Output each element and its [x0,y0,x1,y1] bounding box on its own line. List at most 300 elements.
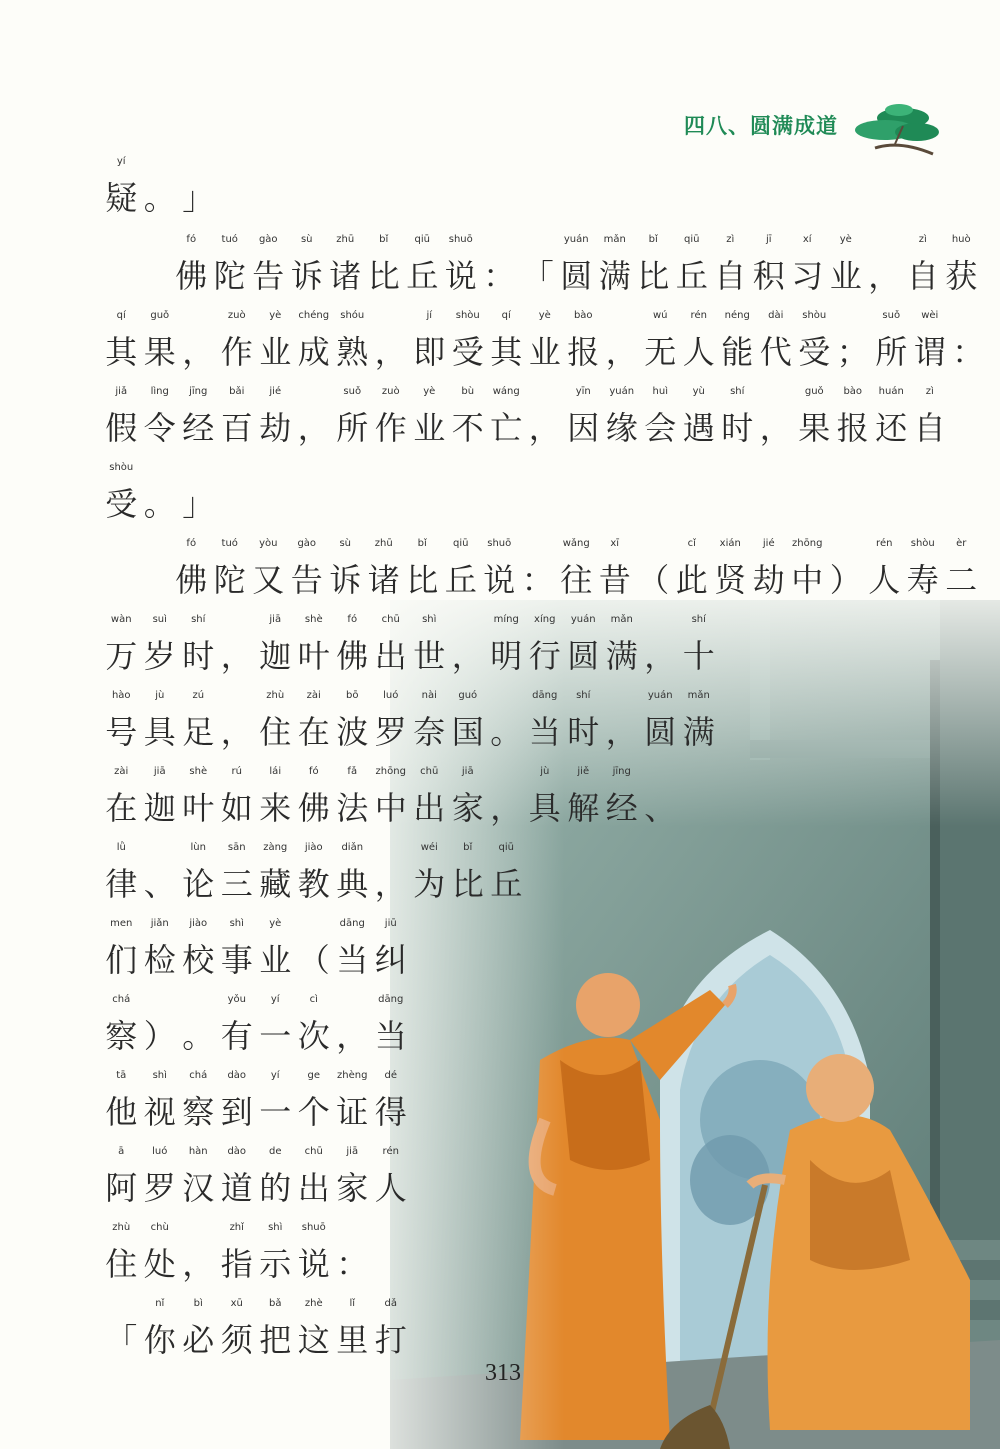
pinyin: jù [155,690,165,701]
pinyin: hào [111,690,131,701]
text-line [102,844,526,904]
hanzi-char: 丘 qiū [673,232,712,296]
pinyin: jié [762,538,775,549]
pinyin: ā [118,1146,125,1157]
pinyin: yǒu [227,994,246,1005]
hanzi-char: 住 zhù [256,688,295,752]
hanzi-char: 自 zì [711,232,750,296]
hanzi-char: 自 zì [904,232,943,296]
text-line [102,464,218,524]
pinyin: shì [422,614,437,625]
pinyin: èr [956,538,967,549]
pinyin: bì [193,1298,203,1309]
hanzi-char: 不 bù [449,384,488,448]
hanzi-char: 藏 zàng [256,840,295,904]
pinyin: xū [230,1298,243,1309]
text-line [102,312,988,372]
hanzi-char: 论 lùn [179,840,218,904]
pinyin: jiā [461,766,474,777]
hanzi-char: 果 guǒ [141,308,180,372]
hanzi-char: ， [182,1245,215,1283]
hanzi-char: 所 suǒ [333,384,372,448]
text-line [102,236,981,296]
hanzi-char: 比 bǐ [634,232,673,296]
hanzi-char: 获 huò [942,232,981,296]
hanzi-char: 号 hào [102,688,141,752]
pinyin: rén [382,1146,399,1157]
pinyin: bǐ [379,234,389,245]
pinyin: mǎn [610,614,633,625]
hanzi-char: 当 dāng [372,992,411,1056]
pinyin: jiǎn [150,918,169,929]
pinyin: gào [297,538,317,549]
pinyin: míng [493,614,519,625]
hanzi-char: 家 jiā [333,1144,372,1208]
hanzi-char: 个 ge [295,1068,334,1132]
text-line [102,996,410,1056]
pinyin: wéi [420,842,438,853]
pinyin: dāng [532,690,558,701]
pinyin: xíng [534,614,556,625]
hanzi-char: 把 bǎ [256,1296,295,1360]
hanzi-char: 积 jī [750,232,789,296]
pinyin: suǒ [343,386,362,397]
hanzi-char: 罗 luó [372,688,411,752]
page-number: 313 [485,1360,521,1386]
pinyin: fó [186,538,197,549]
hanzi-char: 来 lái [256,764,295,828]
hanzi-char: 国 guó [449,688,488,752]
hanzi-char: 出 chū [410,764,449,828]
pinyin: zú [192,690,205,701]
hanzi-char: 即 jí [410,308,449,372]
chapter-header: 四八、圆满成道 [684,114,838,138]
pinyin: lái [269,766,282,777]
pinyin: sù [300,234,313,245]
pinyin: nài [421,690,437,701]
hanzi-char: ： [952,333,985,371]
hanzi-char: ， [644,637,677,675]
pinyin: bǐ [417,538,427,549]
hanzi-char: 业 yè [526,308,565,372]
hanzi-char: 教 jiào [295,840,334,904]
hanzi-char: 岁 suì [141,612,180,676]
hanzi-char: 们 men [102,916,141,980]
hanzi-char: ， [297,409,330,447]
pinyin: chéng [298,310,330,321]
pine-tree-icon [855,96,945,162]
pinyin: shí [191,614,206,625]
hanzi-char: ， [490,789,523,827]
hanzi-char: 法 fǎ [333,764,372,828]
pinyin: zhǐ [229,1222,244,1233]
hanzi-char: 告 gào [288,536,327,600]
hanzi-char: 人 rén [865,536,904,600]
hanzi-char: 佛 fó [172,232,211,296]
pinyin: cì [309,994,318,1005]
pinyin: bō [346,690,359,701]
hanzi-char: 会 huì [641,384,680,448]
pinyin: yuán [647,690,673,701]
hanzi-char: 往 wǎng [557,536,596,600]
hanzi-char: ， [868,257,901,295]
pinyin: shí [691,614,706,625]
hanzi-char: 谓 wèi [911,308,950,372]
pinyin: guǒ [150,310,170,321]
pinyin: rú [231,766,242,777]
pinyin: bǎ [269,1298,282,1309]
pinyin: zhèng [337,1070,368,1081]
hanzi-char: 比 bǐ [449,840,488,904]
hanzi-char: 满 mǎn [680,688,719,752]
pinyin: wǎng [562,538,590,549]
pinyin: rén [876,538,893,549]
hanzi-char: 世 shì [410,612,449,676]
pinyin: cǐ [687,538,696,549]
pinyin: shòu [910,538,935,549]
hanzi-char: 受 shòu [449,308,488,372]
pinyin: shóu [340,310,365,321]
hanzi-char: 能 néng [718,308,757,372]
hanzi-char: 住 zhù [102,1220,141,1284]
hanzi-char: 经 jīng [179,384,218,448]
text-line [102,1072,410,1132]
pinyin: wú [652,310,668,321]
hanzi-char: ） [829,561,862,599]
hanzi-char: 陀 tuó [211,536,250,600]
hanzi-char: ： [336,1245,369,1283]
pinyin: hàn [188,1146,208,1157]
hanzi-char: 又 yòu [249,536,288,600]
pinyin: dǎ [384,1298,397,1309]
hanzi-char: 业 yè [256,916,295,980]
pinyin: jiào [304,842,323,853]
hanzi-char: 校 jiào [179,916,218,980]
pinyin: yè [269,918,282,929]
hanzi-char: 典 diǎn [333,840,372,904]
hanzi-char: 一 yí [256,992,295,1056]
pinyin: fó [308,766,319,777]
hanzi-char: 为 wéi [410,840,449,904]
hanzi-char: 这 zhè [295,1296,334,1360]
pinyin: jiā [346,1146,359,1157]
pinyin: fó [347,614,358,625]
pinyin: zhè [304,1298,323,1309]
pinyin: dé [384,1070,397,1081]
hanzi-char: 打 dǎ [372,1296,411,1360]
pinyin: mǎn [603,234,626,245]
hanzi-char: 比 bǐ [365,232,404,296]
hanzi-char: ： [521,561,554,599]
pinyin: guǒ [804,386,824,397]
hanzi-char: 圆 yuán [564,612,603,676]
pinyin: bǐ [648,234,658,245]
pinyin: nǐ [155,1298,165,1309]
hanzi-char: 贤 xián [711,536,750,600]
pinyin: bù [461,386,475,397]
hanzi-char: 里 lǐ [333,1296,372,1360]
pinyin: zuò [227,310,246,321]
hanzi-char: 业 yè [256,308,295,372]
pinyin: wáng [492,386,520,397]
pinyin: ge [307,1070,320,1081]
hanzi-char: 察 chá [102,992,141,1056]
pinyin: yè [269,310,282,321]
pinyin: qí [116,310,126,321]
text-line [102,540,981,600]
hanzi-char: 得 dé [372,1068,411,1132]
hanzi-char: 无 wú [641,308,680,372]
pinyin: lǜ [116,842,126,853]
hanzi-char: 三 sān [218,840,257,904]
hanzi-char: 诸 zhū [365,536,404,600]
hanzi-char: 处 chù [141,1220,180,1284]
hanzi-char: 。 [143,485,176,523]
pinyin: yuán [609,386,635,397]
pinyin: chū [381,614,400,625]
pinyin: dāng [339,918,365,929]
hanzi-char: 证 zhèng [333,1068,372,1132]
pinyin: shuō [448,234,473,245]
hanzi-char: 道 dào [218,1144,257,1208]
hanzi-char: 当 dāng [333,916,372,980]
hanzi-char: 足 zú [179,688,218,752]
pinyin: de [269,1146,282,1157]
hanzi-char: 到 dào [218,1068,257,1132]
pinyin: shè [304,614,323,625]
pinyin: bǐ [463,842,473,853]
hanzi-char: 视 shì [141,1068,180,1132]
hanzi-char: ， [182,333,215,371]
hanzi-char: ， [759,409,792,447]
pinyin: jù [540,766,550,777]
hanzi-char: 阿 ā [102,1144,141,1208]
hanzi-char: ， [220,637,253,675]
text-line [102,768,680,828]
hanzi-char: ， [528,409,561,447]
pinyin: tā [116,1070,127,1081]
hanzi-char: 百 bǎi [218,384,257,448]
pinyin: zhū [374,538,393,549]
pinyin: bǎi [229,386,245,397]
hanzi-char: 奈 nài [410,688,449,752]
pinyin: shì [152,1070,167,1081]
pinyin: qiū [453,538,469,549]
hanzi-char: 劫 jié [256,384,295,448]
pinyin: dào [227,1070,247,1081]
hanzi-char: 如 rú [218,764,257,828]
hanzi-char: 具 jù [526,764,565,828]
hanzi-char: 昔 xī [596,536,635,600]
pinyin: chá [189,1070,208,1081]
hanzi-char: 出 chū [295,1144,334,1208]
pinyin: huán [878,386,904,397]
hanzi-char: 中 zhōng [372,764,411,828]
hanzi-char: ， [605,713,638,751]
pinyin: zhù [112,1222,131,1233]
hanzi-char: 代 dài [757,308,796,372]
pinyin: yí [270,994,280,1005]
hanzi-char: 作 zuò [372,384,411,448]
pinyin: jiā [153,766,166,777]
hanzi-char: 疑 yí [102,154,141,218]
hanzi-char: ， [605,333,638,371]
pinyin: bào [573,310,593,321]
hanzi-char: 行 xíng [526,612,565,676]
pinyin: dào [227,1146,247,1157]
pinyin: chū [420,766,439,777]
hanzi-char: 人 rén [680,308,719,372]
hanzi-char: 时 shí [718,384,757,448]
pinyin: huì [652,386,668,397]
hanzi-char: 出 chū [372,612,411,676]
pinyin: zài [306,690,321,701]
pinyin: chū [304,1146,323,1157]
hanzi-char: 」 [182,485,215,523]
hanzi-char: 次 cì [295,992,334,1056]
hanzi-char: 。 [182,1017,215,1055]
hanzi-char: 成 chéng [295,308,334,372]
hanzi-char: 受 shòu [795,308,834,372]
hanzi-char: 迦 jiā [141,764,180,828]
hanzi-char: 、 [644,789,677,827]
hanzi-char: （ [637,561,670,599]
hanzi-char: 习 xí [788,232,827,296]
hanzi-char: 佛 fó [295,764,334,828]
hanzi-char: 劫 jié [750,536,789,600]
pinyin: wàn [110,614,132,625]
pinyin: zuò [381,386,400,397]
hanzi-char: 告 gào [249,232,288,296]
text-line [102,1148,410,1208]
hanzi-char: 假 jiǎ [102,384,141,448]
pinyin: jí [426,310,433,321]
pinyin: xí [802,234,812,245]
hanzi-char: 指 zhǐ [218,1220,257,1284]
pinyin: shòu [455,310,480,321]
hanzi-char: 叶 shè [295,612,334,676]
hanzi-char: 丘 qiū [403,232,442,296]
pinyin: jié [269,386,282,397]
hanzi-char: 诸 zhū [326,232,365,296]
pinyin: wèi [921,310,939,321]
pinyin: jiū [384,918,397,929]
hanzi-char: 万 wàn [102,612,141,676]
pinyin: luó [152,1146,168,1157]
hanzi-char: 有 yǒu [218,992,257,1056]
hanzi-char: 事 shì [218,916,257,980]
hanzi-char: 迦 jiā [256,612,295,676]
pinyin: shòu [109,462,134,473]
hanzi-char: 。 [143,179,176,217]
hanzi-char: 寿 shòu [904,536,943,600]
hanzi-char: 说 shuō [442,232,481,296]
hanzi-char: 」 [182,179,215,217]
pinyin: jiào [189,918,208,929]
hanzi-char: 具 jù [141,688,180,752]
text-line [102,1300,410,1360]
hanzi-char: 叶 shè [179,764,218,828]
pinyin: jiā [269,614,282,625]
pinyin: qiū [414,234,430,245]
pinyin: yù [692,386,705,397]
hanzi-char: 必 bì [179,1296,218,1360]
pinyin: lìng [150,386,169,397]
pinyin: yuán [563,234,589,245]
pinyin: jiǎ [115,386,128,397]
hanzi-char: ： [483,257,516,295]
hanzi-char: 比 bǐ [403,536,442,600]
hanzi-char: 纠 jiū [372,916,411,980]
hanzi-char: ） [143,1017,176,1055]
pinyin: shuō [301,1222,326,1233]
pinyin: fó [186,234,197,245]
hanzi-char: 「 [521,257,554,295]
hanzi-char: 还 huán [872,384,911,448]
text-line [102,158,218,218]
hanzi-char: 十 shí [680,612,719,676]
hanzi-char: 解 jiě [564,764,603,828]
pinyin: jīng [612,766,631,777]
hanzi-char: 时 shí [179,612,218,676]
hanzi-char: ， [451,637,484,675]
pinyin: yè [423,386,436,397]
hanzi-char: 受 shòu [102,460,141,524]
text-line [102,1224,372,1284]
pinyin: yè [839,234,852,245]
pinyin: yuán [570,614,596,625]
hanzi-char: 果 guǒ [795,384,834,448]
hanzi-char: ， [374,333,407,371]
pinyin: huò [951,234,971,245]
pinyin: yí [116,156,126,167]
hanzi-char: 你 nǐ [141,1296,180,1360]
pinyin: dài [768,310,784,321]
hanzi-char: 满 mǎn [596,232,635,296]
hanzi-char: 「 [105,1321,138,1359]
hanzi-char: 罗 luó [141,1144,180,1208]
pinyin: bào [843,386,863,397]
pinyin: xián [719,538,741,549]
hanzi-char: 圆 yuán [557,232,596,296]
hanzi-char: 诉 sù [288,232,327,296]
pinyin: zhù [266,690,285,701]
hanzi-char: 汉 hàn [179,1144,218,1208]
hanzi-char: 检 jiǎn [141,916,180,980]
hanzi-char: 明 míng [487,612,526,676]
hanzi-char: 。 [490,713,523,751]
hanzi-char: 陀 tuó [211,232,250,296]
pinyin: yòu [259,538,278,549]
hanzi-char: 令 lìng [141,384,180,448]
hanzi-char: ， [220,713,253,751]
hanzi-char: 在 zài [295,688,334,752]
hanzi-char: 此 cǐ [673,536,712,600]
pinyin: zì [726,234,735,245]
hanzi-char: 、 [143,865,176,903]
pinyin: zhū [336,234,355,245]
hanzi-char: 当 dāng [526,688,565,752]
pinyin: fǎ [347,766,358,777]
hanzi-char: 示 shì [256,1220,295,1284]
pinyin: men [110,918,133,929]
hanzi-char: 波 bō [333,688,372,752]
hanzi-char: 说 shuō [295,1220,334,1284]
hanzi-char: 他 tā [102,1068,141,1132]
hanzi-char: 其 qí [102,308,141,372]
pinyin: qiū [684,234,700,245]
pinyin: guó [458,690,478,701]
